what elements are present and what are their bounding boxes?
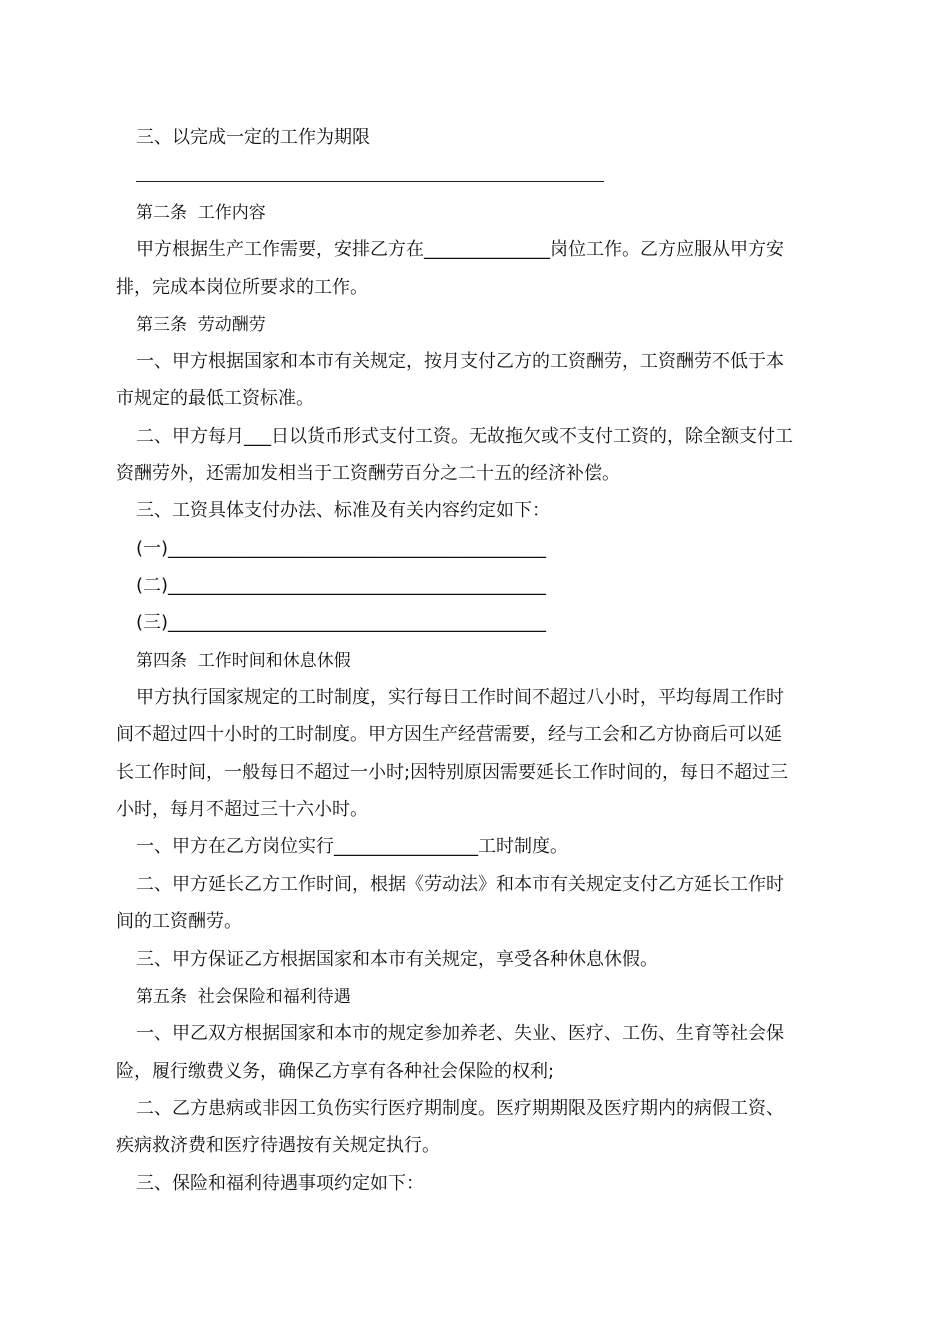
article-heading-text: 第四条 工作时间和休息休假 [136,651,351,671]
paragraph-text: 一、甲乙双方根据国家和本市的规定参加养老、失业、医疗、工伤、生育等社会保 [136,1023,784,1044]
paragraph-text: 三、保险和福利待遇事项约定如下： [136,1173,424,1194]
paragraph-text: 疾病救济费和医疗待遇按有关规定执行。 [116,1135,440,1156]
paragraph-text: 间的工资酬劳。 [116,911,242,932]
paragraph-text: 长工作时间，一般每日不超过一小时;因特别原因需要延长工作时间的，每日不超过三 [116,762,789,783]
article-heading-text: 第三条 劳动酬劳 [136,315,266,335]
paragraph-text: 间不超过四十小时的工时制度。甲方因生产经营需要，经与工会和乙方协商后可以延 [116,724,782,745]
list-item-text: (二)__________________________________________ [136,575,547,596]
paragraph-text: 市规定的最低工资标准。 [116,388,314,409]
paragraph-text: 甲方执行国家规定的工时制度，实行每日工作时间不超过八小时，平均每周工作时 [136,687,784,708]
paragraph-text: 甲方根据生产工作需要，安排乙方在______________岗位工作。乙方应服从甲方安 [136,239,784,260]
paragraph-text: 二、甲方延长乙方工作时间，根据《劳动法》和本市有关规定支付乙方延长工作时 [136,874,784,895]
paragraph-text: 三、工资具体支付办法、标准及有关内容约定如下： [136,500,550,521]
paragraph-text: 三、甲方保证乙方根据国家和本市有关规定，享受各种休息休假。 [136,949,658,970]
paragraph-text: 一、甲方根据国家和本市有关规定，按月支付乙方的工资酬劳，工资酬劳不低于本 [136,351,784,372]
paragraph-text: 二、甲方每月___日以货币形式支付工资。无故拖欠或不支付工资的，除全额支付工 [136,426,793,447]
paragraph-text: 小时，每月不超过三十六小时。 [116,799,368,820]
article-heading-text: 第五条 社会保险和福利待遇 [136,987,351,1007]
article-heading-text: 第二条 工作内容 [136,203,266,223]
clause-text: 三、以完成一定的工作为期限 [136,127,370,148]
paragraph-text: 一、甲方在乙方岗位实行________________工时制度。 [136,836,568,857]
paragraph-text: 险，履行缴费义务，确保乙方享有各种社会保险的权利; [116,1061,555,1082]
paragraph-text: 资酬劳外，还需加发相当于工资酬劳百分之二十五的经济补偿。 [116,463,620,484]
paragraph-text: 排，完成本岗位所要求的工作。 [116,277,368,298]
list-item-text: (一)__________________________________________ [136,538,547,559]
blank-rule [136,181,604,182]
list-item-text: (三)__________________________________________ [136,612,547,633]
paragraph-text: 二、乙方患病或非因工负伤实行医疗期制度。医疗期期限及医疗期内的病假工资、 [136,1098,784,1119]
